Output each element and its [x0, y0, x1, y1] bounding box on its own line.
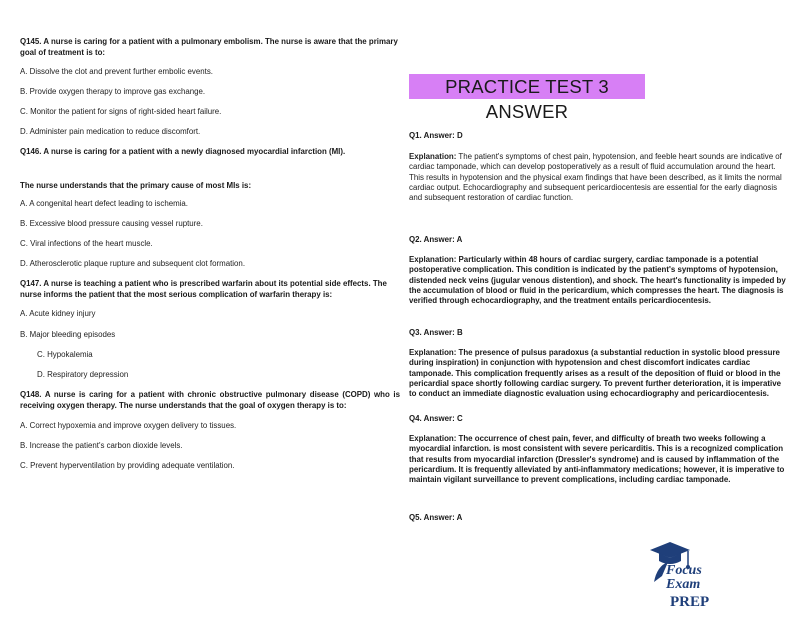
option-b: B. Increase the patient's carbon dioxide levels. [20, 441, 183, 450]
option-c: C. Monitor the patient for signs of right-sided heart failure. [20, 107, 222, 116]
answer-explanation: Explanation: The occurrence of chest pain, fever, and difficulty of breath two weeks following a myocardial infarction. is most consistent with severe pericarditis. This is a recognized complication that results from myocardial infarction (Dressler's syndrome) and is caused by inflammation of the pericardium. It is frequently alleviated by anti-inflammatory medications; however, it is imperative to maintain vigilant surveillance to prevent complications, including cardiac tamponade. [409, 434, 785, 485]
option-b: B. Major bleeding episodes [20, 330, 116, 339]
logo-line-3: PREP [670, 594, 710, 610]
question-146: Q146. A nurse is caring for a patient with a newly diagnosed myocardial infarction (MI). [20, 147, 346, 156]
logo-line-1: Focus [666, 563, 702, 578]
answer-heading: Q4. Answer: C [409, 414, 463, 423]
answer-explanation [409, 152, 787, 203]
option-b: B. Excessive blood pressure causing vessel rupture. [20, 219, 203, 228]
option-a: A. Dissolve the clot and prevent further embolic events. [20, 67, 213, 76]
option-b: B. Provide oxygen therapy to improve gas exchange. [20, 87, 206, 96]
question-147: Q147. A nurse is teaching a patient who is prescribed warfarin about its potential side effects. The nurse informs the patient that the most serious complication of warfarin therapy is: [20, 279, 387, 299]
focus-exam-prep-logo [648, 536, 738, 616]
question-148: Q148. A nurse is caring for a patient with chronic obstructive pulmonary disease (COPD) who is receiving oxygen therapy. The nurse understands that the goal of oxygen therapy is to: [20, 390, 400, 410]
option-d: D. Atherosclerotic plaque rupture and subsequent clot formation. [20, 259, 246, 268]
option-a: A. A congenital heart defect leading to ischemia. [20, 199, 189, 208]
option-d: D. Administer pain medication to reduce discomfort. [20, 127, 201, 136]
answer-explanation: Explanation: The presence of pulsus paradoxus (a substantial reduction in systolic blood pressure during inspiration) in conjunction with hypotension and chest discomfort indicates cardiac tamponade. This complication frequently arises as a result of the deposition of fluid or blood in the pericardial space shortly following cardiac surgery. To prevent further deterioration, it is imperative to conduct an immediate diagnostic evaluation using echocardiography and pericardiocentesis. [409, 348, 781, 399]
logo-graphic [648, 536, 738, 616]
answer-heading: Q3. Answer: B [409, 328, 463, 337]
logo-line-2: Exam [666, 577, 701, 592]
option-a: A. Correct hypoxemia and improve oxygen delivery to tissues. [20, 421, 237, 430]
question-145: Q145. A nurse is caring for a patient with a pulmonary embolism. The nurse is aware that the primary goal of treatment is to: [20, 37, 398, 57]
option-d: D. Respiratory depression [37, 370, 129, 379]
option-c: C. Prevent hyperventilation by providing adequate ventilation. [20, 461, 235, 470]
option-c: C. Viral infections of the heart muscle. [20, 239, 153, 248]
answer-explanation: Explanation: Particularly within 48 hours of cardiac surgery, cardiac tamponade is a potential postoperative complication. This condition is indicated by the patient's symptoms of hypotension, distended neck veins (jugular venous distention), and shock. The heart's functionality is impeded by the accumulation of blood or fluid in the pericardium, which compresses the heart. The diagnosis is verified through echocardiography, and the treatment entails pericardiocentesis. [409, 255, 786, 306]
option-a: A. Acute kidney injury [20, 309, 96, 318]
answer-heading: Q5. Answer: A [409, 513, 463, 522]
option-c: C. Hypokalemia [37, 350, 93, 359]
explanation-text: The patient's symptoms of chest pain, hypotension, and feeble heart sounds are indicative of cardiac tamponade, which can develop postoperatively as a result of fluid accumulation around the heart. This results in hypotension and the physical exam findings that have been described, as it limits the normal cardiac output. Echocardiography and subsequent pericardiocentesis are essential for the early diagnosis and subsequent restoration of cardiac function. [409, 152, 782, 203]
answer-heading: Q2. Answer: A [409, 235, 463, 244]
question-146-stem: The nurse understands that the primary cause of most MIs is: [20, 181, 252, 190]
explanation-label: Explanation: [409, 152, 457, 161]
answer-heading: Q1. Answer: D [409, 131, 463, 140]
page-title: PRACTICE TEST 3 ANSWER [409, 74, 645, 99]
